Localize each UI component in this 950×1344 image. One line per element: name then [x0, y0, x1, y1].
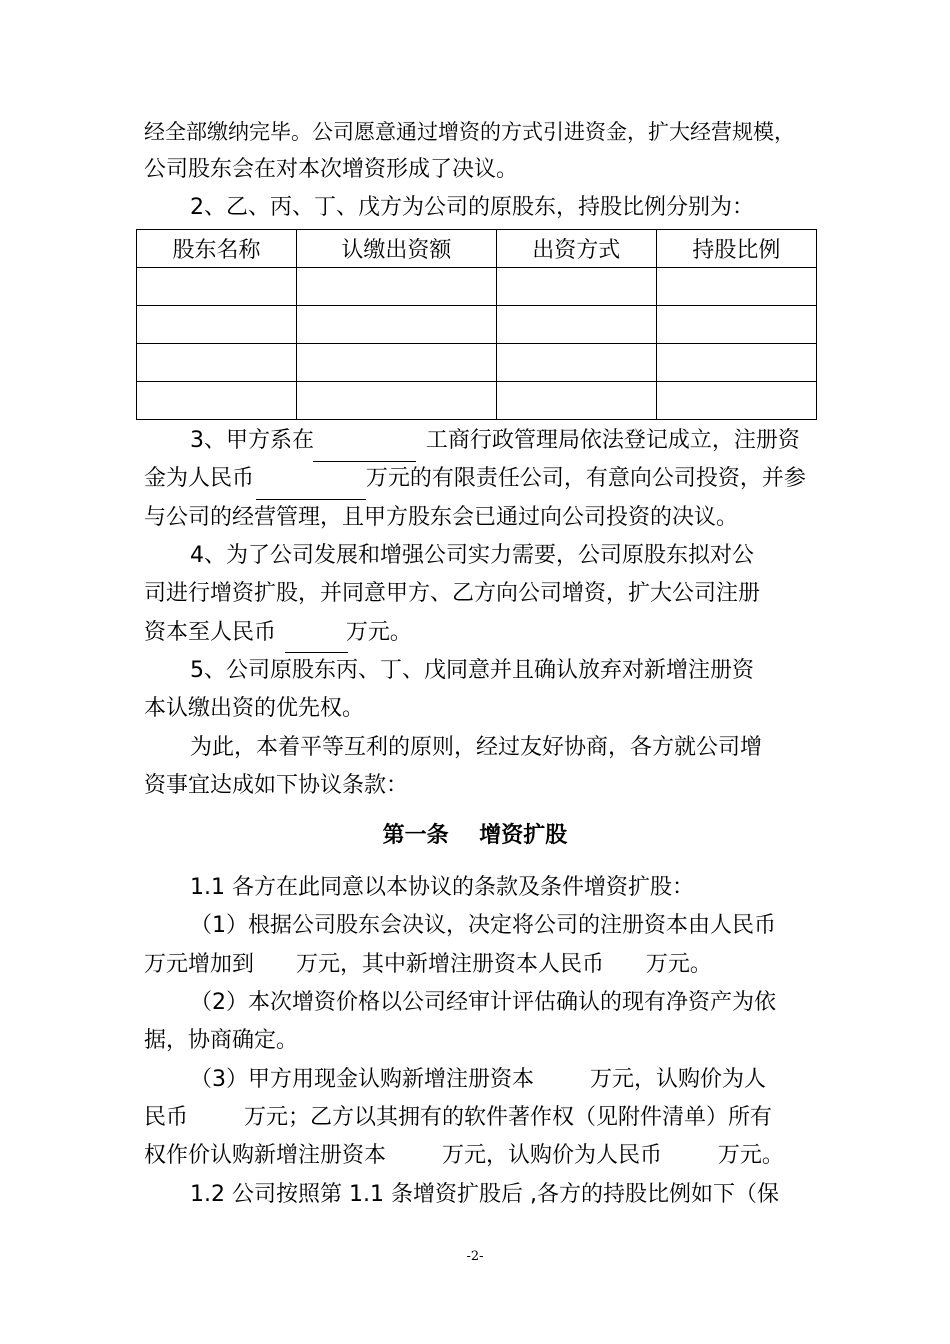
clause-1-2: 1.2 公司按照第 1.1 条增资扩股后 ,各方的持股比例如下（保	[190, 1182, 779, 1207]
table-cell	[496, 268, 656, 306]
table-row	[137, 344, 817, 382]
table-row	[137, 268, 817, 306]
table-cell	[496, 306, 656, 344]
table-row	[137, 382, 817, 420]
table-cell	[137, 344, 297, 382]
clause-1-1: 1.1 各方在此同意以本协议的条款及条件增资扩股：	[190, 875, 694, 900]
clause-1-1-c-line-2: 民币 万元；乙方以其拥有的软件著作权（见附件清单）所有	[144, 1105, 772, 1130]
paragraph-6-line-2: 资事宜达成如下协议条款：	[144, 773, 409, 798]
clause-1-1-a-line-2: 万元增加到 万元，其中新增注册资本人民币 万元。	[144, 952, 712, 977]
table-cell	[656, 306, 816, 344]
clause-1-1-b-line-2: 据，协商确定。	[144, 1028, 299, 1053]
table-row	[137, 306, 817, 344]
header-subscribed-capital: 认缴出资额	[297, 230, 497, 268]
paragraph-4-line-1: 4、为了公司发展和增强公司实力需要，公司原股东拟对公	[190, 543, 754, 568]
blank-underline	[256, 499, 366, 500]
paragraph-4-line-3: 资本至人民币 万元。	[144, 620, 412, 645]
paragraph-5-line-1: 5、公司原股东丙、丁、戊同意并且确认放弃对新增注册资	[190, 658, 754, 683]
blank-underline	[285, 652, 348, 653]
header-shareholding-ratio: 持股比例	[656, 230, 816, 268]
table-cell	[656, 382, 816, 420]
page-number: -2-	[466, 1249, 484, 1264]
blank-underline	[313, 461, 416, 462]
header-shareholder-name: 股东名称	[137, 230, 297, 268]
table-cell	[496, 382, 656, 420]
clause-1-1-c-line-1: （3）甲方用现金认购新增注册资本 万元，认购价为人	[190, 1067, 766, 1092]
paragraph-2: 2、乙、丙、丁、戊方为公司的原股东，持股比例分别为：	[190, 195, 754, 220]
paragraph-4-line-2: 司进行增资扩股，并同意甲方、乙方向公司增资，扩大公司注册	[144, 581, 761, 606]
paragraph-5-line-2: 本认缴出资的优先权。	[144, 696, 365, 721]
paragraph-3-line-1: 3、甲方系在 工商行政管理局依法登记成立，注册资	[190, 428, 800, 453]
clause-1-1-b-line-1: （2）本次增资价格以公司经审计评估确认的现有净资产为依	[190, 990, 776, 1015]
table-cell	[297, 306, 497, 344]
table-cell	[656, 344, 816, 382]
paragraph-1-line-1: 经全部缴纳完毕。公司愿意通过增资的方式引进资金，扩大经营规模，	[144, 120, 795, 144]
table-cell	[297, 268, 497, 306]
table-cell	[137, 306, 297, 344]
shareholder-table	[136, 229, 817, 420]
table-header-row	[137, 230, 817, 268]
article-heading: 第一条 增资扩股	[382, 823, 568, 848]
table-cell	[137, 268, 297, 306]
header-contribution-method: 出资方式	[496, 230, 656, 268]
table-cell	[297, 344, 497, 382]
table-cell	[656, 268, 816, 306]
paragraph-6-line-1: 为此，本着平等互利的原则，经过友好协商，各方就公司增	[190, 735, 763, 760]
clause-1-1-a-line-1: （1）根据公司股东会决议，决定将公司的注册资本由人民币	[190, 913, 776, 938]
paragraph-3-line-3: 与公司的经营管理，且甲方股东会已通过向公司投资的决议。	[144, 505, 739, 530]
table-cell	[496, 344, 656, 382]
table-cell	[137, 382, 297, 420]
paragraph-1-line-2: 公司股东会在对本次增资形成了决议。	[144, 157, 519, 182]
table-cell	[297, 382, 497, 420]
paragraph-3-line-2: 金为人民币 万元的有限责任公司，有意向公司投资，并参	[144, 466, 806, 491]
clause-1-1-c-line-3: 权作价认购新增注册资本 万元，认购价为人民币 万元。	[144, 1143, 784, 1168]
